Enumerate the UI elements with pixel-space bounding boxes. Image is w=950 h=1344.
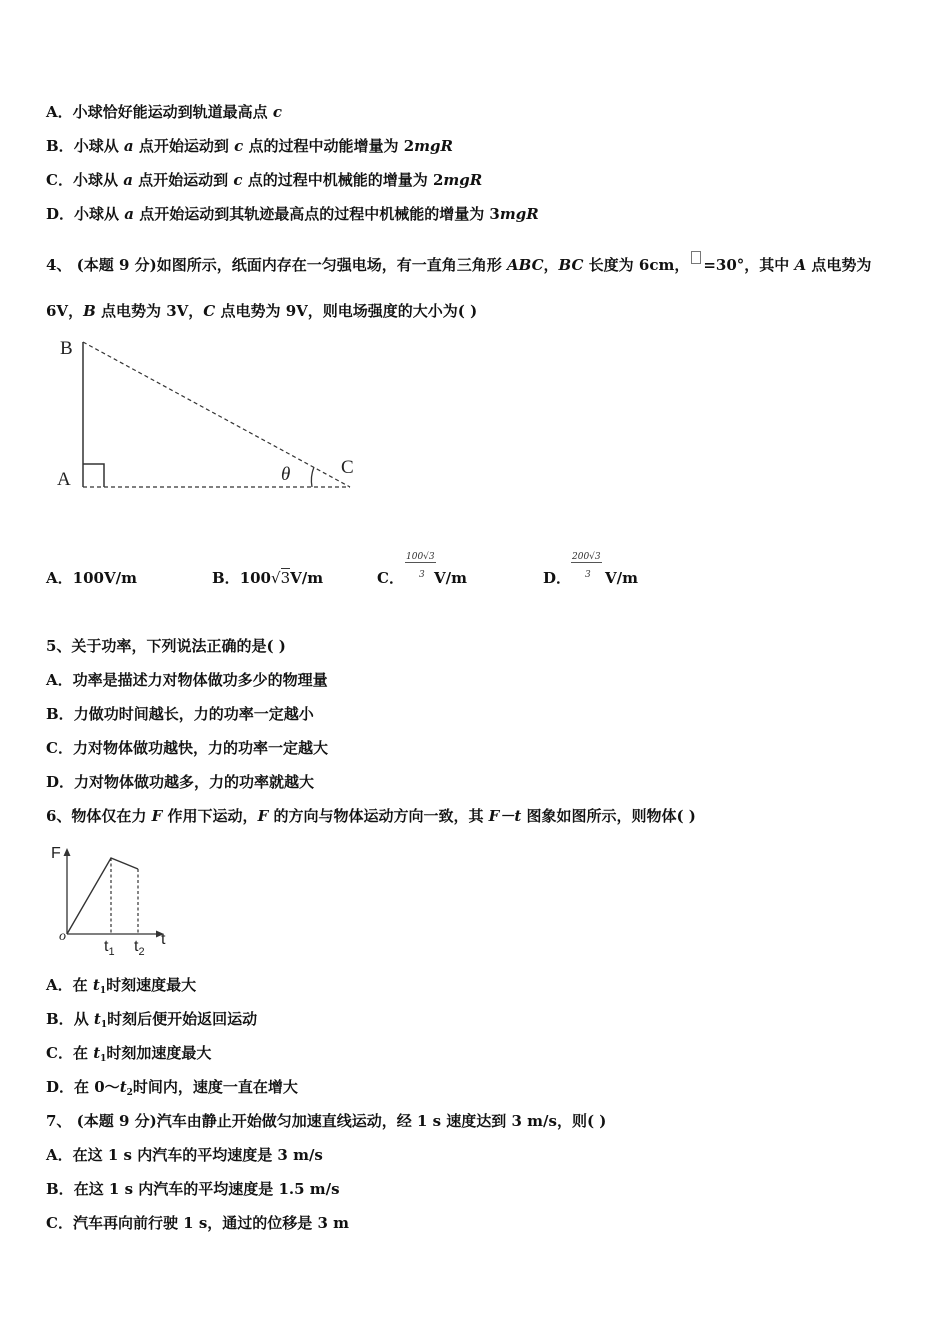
q4-option-d: D． V/m	[543, 569, 639, 587]
q5-option-c: C．力对物体做功越快，力的功率一定越大	[46, 739, 328, 757]
q6-option-a: A．在 $t_1$时刻速度最大	[46, 976, 197, 996]
q5-option-d: D．力对物体做功越多，力的功率就越大	[46, 773, 315, 791]
label-t1: $t_1$	[104, 938, 115, 958]
label-c: C	[341, 457, 354, 478]
q3-option-a: A．小球恰好能运动到轨道最高点 c	[46, 103, 283, 121]
q5-option-b: B．力做功时间越长，力的功率一定越小	[46, 705, 314, 723]
label-a: A	[57, 469, 71, 490]
q7-option-b: B．在这 1 s 内汽车的平均速度是 1.5 m/s	[46, 1180, 340, 1198]
q4-stem-line2: 6V，B 点电势为 3V，C 点电势为 9V，则电场强度的大小为( )	[46, 302, 478, 320]
q6-stem: 6、物体仅在力 F 作用下运动，F 的方向与物体运动方向一致，其 F－t 图象如图所示，则物体( )	[46, 807, 696, 825]
q3-option-c: C．小球从 a 点开始运动到 c 点的过程中机械能的增量为 2mgR	[46, 171, 483, 189]
q5-option-a: A．功率是描述力对物体做功多少的物理量	[46, 671, 328, 689]
side-bc	[83, 342, 350, 487]
q4-c-denominator: 3	[419, 570, 425, 580]
label-f: F	[51, 845, 61, 862]
q5-stem: 5、关于功率，下列说法正确的是( )	[46, 637, 286, 655]
force-curve	[67, 858, 138, 934]
label-t2: $t_2$	[134, 938, 145, 958]
label-theta: θ	[281, 464, 291, 485]
label-t: t	[161, 931, 166, 948]
q4-option-c: C． V/m	[377, 569, 467, 587]
f-axis-arrow-icon	[64, 848, 71, 856]
q4-d-denominator: 3	[585, 570, 591, 580]
f-t-graph	[46, 838, 186, 963]
q6-option-d: D．在 $0\sim t_2$时间内，速度一直在增大	[46, 1078, 298, 1098]
label-o: o	[59, 929, 66, 944]
q4-option-a: A．100V/m	[46, 569, 137, 587]
q7-stem: 7、 (本题 9 分)汽车由静止开始做匀加速直线运动，经 1 s 速度达到 3 m/s，则( )	[46, 1112, 607, 1130]
angle-arc	[311, 467, 314, 487]
missing-glyph-icon	[691, 251, 701, 264]
q6-option-b: B．从 $t_1$时刻后便开始返回运动	[46, 1010, 258, 1030]
q4-option-b: B．100√3V/m	[212, 569, 324, 587]
q3-option-d: D．小球从 a 点开始运动到其轨迹最高点的过程中机械能的增量为 3mgR	[46, 205, 539, 223]
triangle-figure	[50, 332, 370, 502]
q4-stem-line1: 4、 (本题 9 分)如图所示，纸面内存在一匀强电场，有一直角三角形 ABC，BC 长度为 6cm， =30°，其中 A 点电势为	[46, 251, 871, 275]
q4-d-numerator: 200√3	[572, 552, 601, 562]
q7-option-a: A．在这 1 s 内汽车的平均速度是 3 m/s	[46, 1146, 323, 1164]
right-angle-mark	[83, 464, 104, 487]
label-b: B	[60, 338, 73, 359]
q4-c-numerator: 100√3	[406, 552, 435, 562]
q6-option-c: C．在 $t_1$时刻加速度最大	[46, 1044, 212, 1064]
q7-option-c: C．汽车再向前行驶 1 s，通过的位移是 3 m	[46, 1214, 350, 1232]
q3-option-b: B．小球从 a 点开始运动到 c 点的过程中动能增量为 2mgR	[46, 137, 453, 155]
